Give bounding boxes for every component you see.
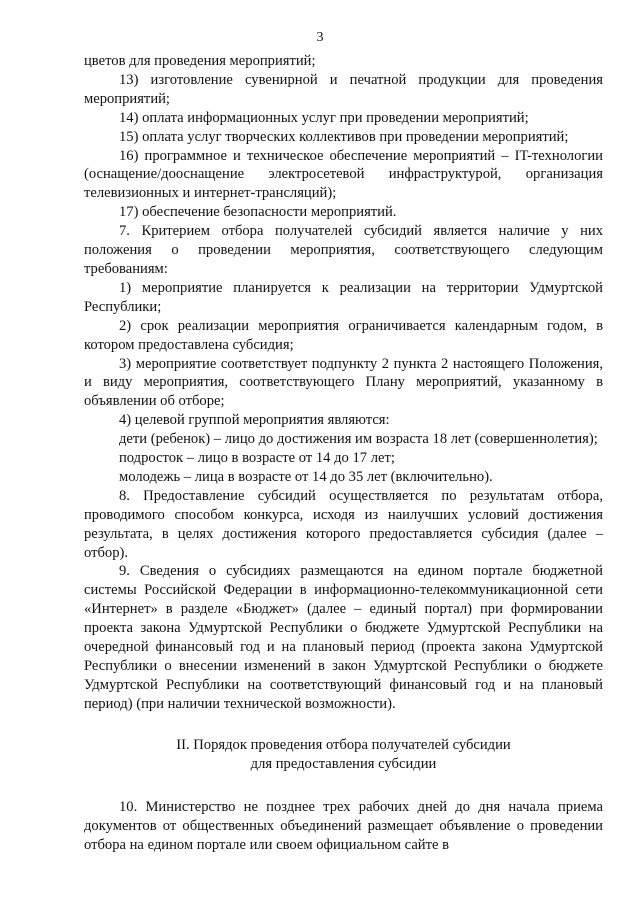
paragraph: 15) оплата услуг творческих коллективов при проведении мероприятий;: [119, 128, 569, 145]
paragraphs-after-heading: [84, 798, 603, 855]
document-body: [84, 52, 603, 854]
paragraph: молодежь – лица в возрасте от 14 до 35 лет (включительно).: [119, 468, 493, 485]
paragraph: дети (ребенок) – лицо до достижения им возраста 18 лет (совершеннолетия);: [119, 431, 598, 448]
section-heading: [84, 736, 603, 774]
paragraphs-before-heading: [84, 52, 603, 714]
paragraph: 2) срок реализации мероприятия ограничивается календарным годом, в котором предоставлена субсидия;: [84, 317, 603, 353]
paragraph: 7. Критерием отбора получателей субсидий является наличие у них положения о проведении мероприятия, соответствующего следующим требованиям:: [84, 223, 603, 277]
section-heading-line-1: II. Порядок проведения отбора получателей субсидии: [176, 736, 511, 753]
paragraph: 4) целевой группой мероприятия являются:: [119, 412, 390, 429]
paragraph: 14) оплата информационных услуг при проведении мероприятий;: [119, 109, 529, 126]
paragraph: 8. Предоставление субсидий осуществляется по результатам отбора, проводимого способом конкурса, исходя из наилучших условий достижения результата, в целях достижения которого предоставляется субсидия (далее – отбор).: [84, 487, 603, 561]
paragraph: 10. Министерство не позднее трех рабочих дней до дня начала приема документов от общественных объединений размещает объявление о проведении отбора на едином портале или своем официальном сайте в: [84, 798, 603, 853]
paragraph: 17) обеспечение безопасности мероприятий.: [119, 204, 397, 221]
paragraph: 9. Сведения о субсидиях размещаются на едином портале бюджетной системы Российской Федерации в информационно-телекоммуникационной сети «Интернет» в разделе «Бюджет» (далее – единый портал) при формировании проекта закона Удмуртской Республики о бюджете Удмуртской Республики на очередной финансовый год и на плановый период (проекта закона Удмуртской Республики о внесении изменений в закон Удмуртской Республики о бюджете Удмуртской Республики на соответствующий финансовый год и на плановый период) (при наличии технической возможности).: [84, 563, 603, 712]
paragraph: 16) программное и техническое обеспечение мероприятий – IT-технологии (оснащение/дооснащение электросетевой инфраструктурой, организация телевизионных и интернет-трансляций);: [84, 147, 603, 202]
paragraph: 1) мероприятие планируется к реализации на территории Удмуртской Республики;: [84, 279, 603, 315]
paragraph: цветов для проведения мероприятий;: [84, 53, 316, 69]
paragraph: подросток – лицо в возрасте от 14 до 17 лет;: [119, 450, 395, 467]
page-number: 3: [316, 30, 324, 45]
paragraph: 3) мероприятие соответствует подпункту 2 пункта 2 настоящего Положения, и виду мероприятия, соответствующего Плану мероприятий, указанному в объявлении об отборе;: [84, 355, 603, 410]
section-heading-line-2: для предоставления субсидии: [250, 755, 437, 772]
paragraph: 13) изготовление сувенирной и печатной продукции для проведения мероприятий;: [84, 71, 603, 107]
